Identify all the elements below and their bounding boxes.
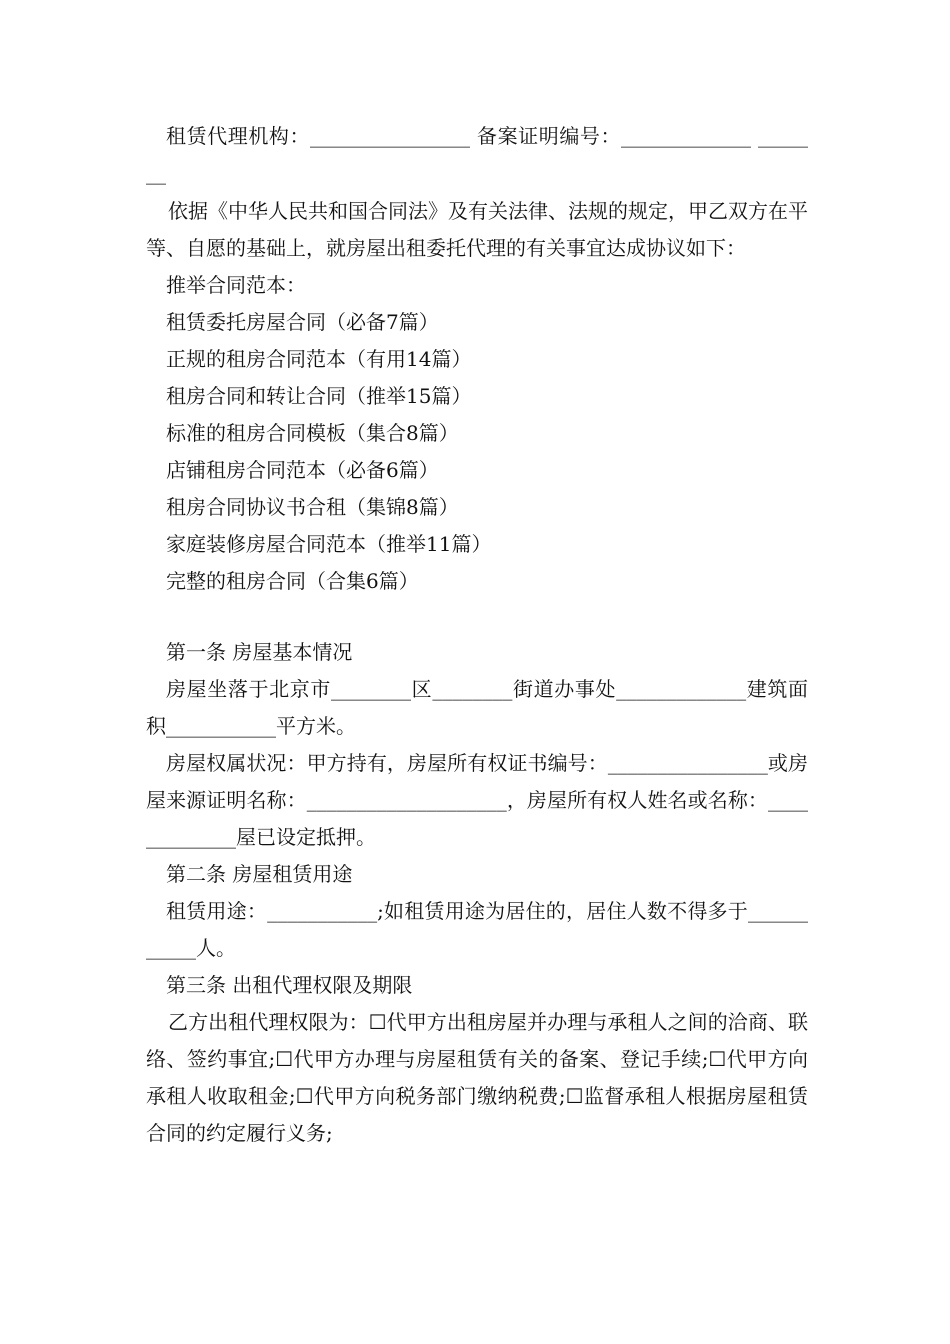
recommend-item-8: 完整的租房合同（合集6篇） [166,569,419,593]
agency-line: 租赁代理机构：________________ 备案证明编号：_____________ _______ [146,124,808,185]
article-3-title: 第三条 出租代理权限及期限 [166,973,413,997]
recommend-item-3: 租房合同和转让合同（推举15篇） [166,384,472,408]
recommend-item-4: 标准的租房合同模板（集合8篇） [166,421,459,445]
document-body [146,118,808,1152]
article-2-use: 租赁用途：___________;如租赁用途为居住的，居住人数不得多于___________人。 [146,899,808,960]
article-1-ownership: 房屋权属状况：甲方持有，房屋所有权证书编号：________________或房屋来源证明名称：____________________，房屋所有权人姓名或名称：_____________屋已设定抵押。 [146,751,808,849]
article-1-title: 第一条 房屋基本情况 [166,640,353,664]
recommend-item-5: 店铺租房合同范本（必备6篇） [166,458,439,482]
recommend-item-6: 租房合同协议书合租（集锦8篇） [166,495,459,519]
recommend-item-2: 正规的租房合同范本（有用14篇） [166,347,472,371]
section-spacer [146,600,808,634]
recommend-title: 推举合同范本： [166,273,306,297]
article-3-scope: 乙方出租代理权限为：☐代甲方出租房屋并办理与承租人之间的洽商、联络、签约事宜;☐代甲方办理与房屋租赁有关的备案、登记手续;☐代甲方向承租人收取租金;☐代甲方向税务部门缴纳税费;☐监督承租人根据房屋租赁合同的约定履行义务; [146,1010,808,1145]
recommend-item-1: 租赁委托房屋合同（必备7篇） [166,310,439,334]
recommend-item-7: 家庭装修房屋合同范本（推举11篇） [166,532,492,556]
article-2-title: 第二条 房屋租赁用途 [166,862,353,886]
article-1-location: 房屋坐落于北京市________区________街道办事处_____________建筑面积___________平方米。 [146,677,808,738]
basis-paragraph: 依据《中华人民共和国合同法》及有关法律、法规的规定，甲乙双方在平等、自愿的基础上，就房屋出租委托代理的有关事宜达成协议如下： [146,199,808,260]
